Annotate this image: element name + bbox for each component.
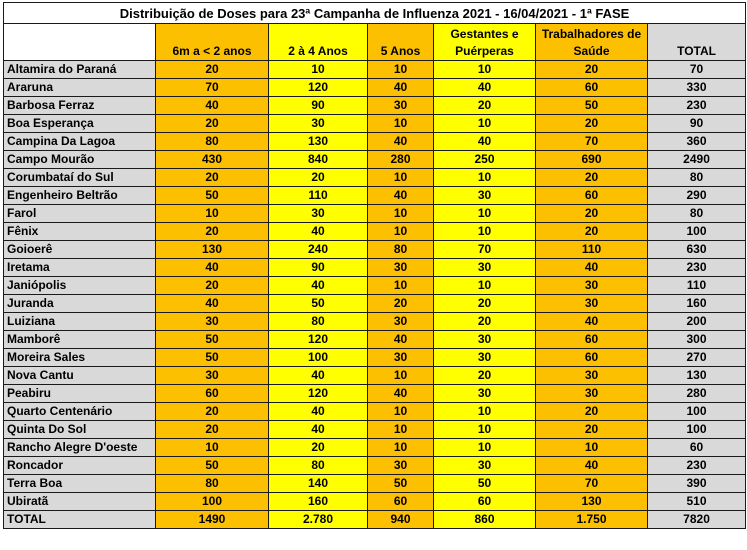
cell-5anos[interactable]: 20 xyxy=(368,295,434,313)
cell-6m-2anos[interactable]: 40 xyxy=(156,97,269,115)
cell-municipio[interactable]: Peabiru xyxy=(4,385,156,403)
cell-6m-2anos[interactable]: 60 xyxy=(156,385,269,403)
cell-trabalhadores[interactable]: 130 xyxy=(536,493,648,511)
table-row xyxy=(4,61,746,79)
table-row xyxy=(4,223,746,241)
cell-6m-2anos[interactable]: 20 xyxy=(156,421,269,439)
cell-5anos[interactable]: 30 xyxy=(368,313,434,331)
cell-total[interactable]: 110 xyxy=(648,277,746,295)
cell-5anos[interactable]: 10 xyxy=(368,421,434,439)
table-row xyxy=(4,367,746,385)
cell-2-4anos[interactable]: 80 xyxy=(269,313,368,331)
table-row xyxy=(4,133,746,151)
cell-gestantes[interactable]: 30 xyxy=(434,457,536,475)
cell-5anos[interactable]: 10 xyxy=(368,277,434,295)
cell-5anos[interactable]: 40 xyxy=(368,79,434,97)
table-row xyxy=(4,421,746,439)
cell-total[interactable]: 70 xyxy=(648,61,746,79)
cell-trabalhadores[interactable]: 20 xyxy=(536,223,648,241)
cell-gestantes[interactable]: 30 xyxy=(434,187,536,205)
cell-municipio[interactable]: Mamborê xyxy=(4,331,156,349)
cell-total[interactable]: 330 xyxy=(648,79,746,97)
table-row xyxy=(4,169,746,187)
table-row xyxy=(4,403,746,421)
header-row xyxy=(4,24,746,61)
cell-2-4anos[interactable]: 90 xyxy=(269,259,368,277)
cell-total[interactable]: 80 xyxy=(648,169,746,187)
header-cell-trabalhadores[interactable]: Trabalhadores de Saúde xyxy=(536,24,648,61)
table-row xyxy=(4,457,746,475)
cell-5anos[interactable]: 30 xyxy=(368,457,434,475)
cell-municipio[interactable]: Boa Esperança xyxy=(4,115,156,133)
doses-table xyxy=(3,2,746,529)
cell-municipio[interactable]: Barbosa Ferraz xyxy=(4,97,156,115)
cell-6m-2anos[interactable]: 20 xyxy=(156,61,269,79)
cell-total[interactable]: 230 xyxy=(648,97,746,115)
cell-5anos[interactable]: 10 xyxy=(368,169,434,187)
cell-trabalhadores[interactable]: 10 xyxy=(536,439,648,457)
table-row xyxy=(4,295,746,313)
cell-2-4anos[interactable]: 30 xyxy=(269,205,368,223)
cell-2-4anos[interactable]: 140 xyxy=(269,475,368,493)
cell-5anos[interactable]: 10 xyxy=(368,115,434,133)
cell-5anos[interactable]: 10 xyxy=(368,205,434,223)
cell-municipio[interactable]: Iretama xyxy=(4,259,156,277)
cell-total[interactable]: 510 xyxy=(648,493,746,511)
cell-trabalhadores[interactable]: 70 xyxy=(536,475,648,493)
cell-2-4anos[interactable]: 50 xyxy=(269,295,368,313)
cell-2-4anos[interactable]: 80 xyxy=(269,457,368,475)
table-row xyxy=(4,313,746,331)
title-row xyxy=(4,3,746,24)
cell-trabalhadores[interactable]: 60 xyxy=(536,349,648,367)
table-row xyxy=(4,439,746,457)
cell-trabalhadores[interactable]: 70 xyxy=(536,133,648,151)
cell-trabalhadores[interactable]: 30 xyxy=(536,277,648,295)
cell-5anos[interactable]: 80 xyxy=(368,241,434,259)
cell-6m-2anos[interactable]: 20 xyxy=(156,115,269,133)
table-row xyxy=(4,475,746,493)
total-cell-6m-2anos[interactable]: 1490 xyxy=(156,511,269,529)
cell-2-4anos[interactable]: 120 xyxy=(269,331,368,349)
cell-trabalhadores[interactable]: 20 xyxy=(536,169,648,187)
cell-municipio[interactable]: Terra Boa xyxy=(4,475,156,493)
cell-municipio[interactable]: Altamira do Paraná xyxy=(4,61,156,79)
cell-6m-2anos[interactable]: 20 xyxy=(156,277,269,295)
header-cell-municipio[interactable] xyxy=(4,24,156,61)
cell-gestantes[interactable]: 250 xyxy=(434,151,536,169)
cell-trabalhadores[interactable]: 60 xyxy=(536,331,648,349)
total-cell-total[interactable]: 7820 xyxy=(648,511,746,529)
cell-2-4anos[interactable]: 30 xyxy=(269,115,368,133)
cell-2-4anos[interactable]: 120 xyxy=(269,79,368,97)
cell-municipio[interactable]: Farol xyxy=(4,205,156,223)
total-cell-2-4anos[interactable]: 2.780 xyxy=(269,511,368,529)
totals-row xyxy=(4,511,746,529)
cell-municipio[interactable]: Ubiratã xyxy=(4,493,156,511)
cell-2-4anos[interactable]: 240 xyxy=(269,241,368,259)
cell-2-4anos[interactable]: 20 xyxy=(269,169,368,187)
cell-municipio[interactable]: Luiziana xyxy=(4,313,156,331)
cell-trabalhadores[interactable]: 20 xyxy=(536,115,648,133)
cell-5anos[interactable]: 10 xyxy=(368,403,434,421)
table-row xyxy=(4,349,746,367)
total-cell-trabalhadores[interactable]: 1.750 xyxy=(536,511,648,529)
total-cell-municipio[interactable]: TOTAL xyxy=(4,511,156,529)
cell-municipio[interactable]: Rancho Alegre D'oeste xyxy=(4,439,156,457)
cell-gestantes[interactable]: 20 xyxy=(434,367,536,385)
cell-gestantes[interactable]: 30 xyxy=(434,349,536,367)
cell-gestantes[interactable]: 10 xyxy=(434,205,536,223)
cell-total[interactable]: 80 xyxy=(648,205,746,223)
cell-municipio[interactable]: Moreira Sales xyxy=(4,349,156,367)
cell-6m-2anos[interactable]: 130 xyxy=(156,241,269,259)
cell-trabalhadores[interactable]: 110 xyxy=(536,241,648,259)
total-cell-5anos[interactable]: 940 xyxy=(368,511,434,529)
cell-trabalhadores[interactable]: 40 xyxy=(536,457,648,475)
cell-6m-2anos[interactable]: 20 xyxy=(156,223,269,241)
cell-2-4anos[interactable]: 40 xyxy=(269,403,368,421)
cell-municipio[interactable]: Araruna xyxy=(4,79,156,97)
cell-total[interactable]: 90 xyxy=(648,115,746,133)
cell-5anos[interactable]: 10 xyxy=(368,439,434,457)
cell-gestantes[interactable]: 30 xyxy=(434,259,536,277)
cell-total[interactable]: 100 xyxy=(648,421,746,439)
cell-5anos[interactable]: 60 xyxy=(368,493,434,511)
cell-gestantes[interactable]: 70 xyxy=(434,241,536,259)
cell-6m-2anos[interactable]: 80 xyxy=(156,475,269,493)
cell-gestantes[interactable]: 10 xyxy=(434,223,536,241)
cell-6m-2anos[interactable]: 50 xyxy=(156,331,269,349)
cell-5anos[interactable]: 10 xyxy=(368,61,434,79)
cell-6m-2anos[interactable]: 50 xyxy=(156,457,269,475)
cell-municipio[interactable]: Roncador xyxy=(4,457,156,475)
total-cell-gestantes[interactable]: 860 xyxy=(434,511,536,529)
cell-gestantes[interactable]: 40 xyxy=(434,133,536,151)
cell-total[interactable]: 390 xyxy=(648,475,746,493)
cell-gestantes[interactable]: 20 xyxy=(434,97,536,115)
table-row xyxy=(4,97,746,115)
cell-6m-2anos[interactable]: 430 xyxy=(156,151,269,169)
cell-6m-2anos[interactable]: 50 xyxy=(156,187,269,205)
cell-6m-2anos[interactable]: 100 xyxy=(156,493,269,511)
table-row xyxy=(4,187,746,205)
cell-2-4anos[interactable]: 20 xyxy=(269,439,368,457)
cell-gestantes[interactable]: 10 xyxy=(434,61,536,79)
cell-municipio[interactable]: Quarto Centenário xyxy=(4,403,156,421)
cell-2-4anos[interactable]: 100 xyxy=(269,349,368,367)
cell-total[interactable]: 300 xyxy=(648,331,746,349)
cell-2-4anos[interactable]: 120 xyxy=(269,385,368,403)
cell-municipio[interactable]: Goioerê xyxy=(4,241,156,259)
cell-trabalhadores[interactable]: 30 xyxy=(536,385,648,403)
cell-2-4anos[interactable]: 40 xyxy=(269,223,368,241)
cell-gestantes[interactable]: 10 xyxy=(434,277,536,295)
cell-2-4anos[interactable]: 10 xyxy=(269,61,368,79)
cell-trabalhadores[interactable]: 20 xyxy=(536,205,648,223)
cell-6m-2anos[interactable]: 40 xyxy=(156,259,269,277)
cell-gestantes[interactable]: 10 xyxy=(434,169,536,187)
cell-trabalhadores[interactable]: 30 xyxy=(536,295,648,313)
cell-municipio[interactable]: Juranda xyxy=(4,295,156,313)
cell-gestantes[interactable]: 30 xyxy=(434,385,536,403)
cell-6m-2anos[interactable]: 50 xyxy=(156,349,269,367)
cell-6m-2anos[interactable]: 20 xyxy=(156,403,269,421)
cell-gestantes[interactable]: 10 xyxy=(434,403,536,421)
cell-5anos[interactable]: 40 xyxy=(368,331,434,349)
table-row xyxy=(4,259,746,277)
cell-trabalhadores[interactable]: 60 xyxy=(536,187,648,205)
cell-trabalhadores[interactable]: 690 xyxy=(536,151,648,169)
cell-total[interactable]: 100 xyxy=(648,223,746,241)
table-row xyxy=(4,205,746,223)
cell-trabalhadores[interactable]: 20 xyxy=(536,421,648,439)
header-cell-5anos[interactable]: 5 Anos xyxy=(368,24,434,61)
cell-total[interactable]: 230 xyxy=(648,259,746,277)
cell-gestantes[interactable]: 20 xyxy=(434,313,536,331)
table-row xyxy=(4,385,746,403)
cell-5anos[interactable]: 10 xyxy=(368,223,434,241)
cell-total[interactable]: 2490 xyxy=(648,151,746,169)
cell-total[interactable]: 130 xyxy=(648,367,746,385)
cell-gestantes[interactable]: 10 xyxy=(434,421,536,439)
cell-trabalhadores[interactable]: 40 xyxy=(536,259,648,277)
cell-trabalhadores[interactable]: 30 xyxy=(536,367,648,385)
cell-gestantes[interactable]: 60 xyxy=(434,493,536,511)
cell-gestantes[interactable]: 40 xyxy=(434,79,536,97)
cell-municipio[interactable]: Engenheiro Beltrão xyxy=(4,187,156,205)
table-title[interactable]: Distribuição de Doses para 23ª Campanha de Influenza 2021 - 16/04/2021 - 1ª FASE xyxy=(4,3,746,24)
cell-gestantes[interactable]: 10 xyxy=(434,115,536,133)
cell-municipio[interactable]: Corumbataí do Sul xyxy=(4,169,156,187)
cell-2-4anos[interactable]: 40 xyxy=(269,421,368,439)
cell-2-4anos[interactable]: 40 xyxy=(269,367,368,385)
table-row xyxy=(4,241,746,259)
cell-6m-2anos[interactable]: 10 xyxy=(156,205,269,223)
cell-trabalhadores[interactable]: 20 xyxy=(536,61,648,79)
cell-total[interactable]: 60 xyxy=(648,439,746,457)
cell-total[interactable]: 630 xyxy=(648,241,746,259)
cell-5anos[interactable]: 50 xyxy=(368,475,434,493)
cell-municipio[interactable]: Quinta Do Sol xyxy=(4,421,156,439)
cell-total[interactable]: 100 xyxy=(648,403,746,421)
cell-2-4anos[interactable]: 90 xyxy=(269,97,368,115)
cell-gestantes[interactable]: 30 xyxy=(434,331,536,349)
cell-2-4anos[interactable]: 110 xyxy=(269,187,368,205)
table-row xyxy=(4,493,746,511)
cell-2-4anos[interactable]: 130 xyxy=(269,133,368,151)
cell-municipio[interactable]: Nova Cantu xyxy=(4,367,156,385)
cell-total[interactable]: 200 xyxy=(648,313,746,331)
cell-total[interactable]: 270 xyxy=(648,349,746,367)
table-row xyxy=(4,151,746,169)
header-cell-2-4anos[interactable]: 2 à 4 Anos xyxy=(269,24,368,61)
cell-5anos[interactable]: 40 xyxy=(368,187,434,205)
spreadsheet xyxy=(3,2,745,529)
cell-total[interactable]: 160 xyxy=(648,295,746,313)
cell-5anos[interactable]: 40 xyxy=(368,133,434,151)
cell-trabalhadores[interactable]: 60 xyxy=(536,79,648,97)
cell-2-4anos[interactable]: 840 xyxy=(269,151,368,169)
cell-6m-2anos[interactable]: 30 xyxy=(156,313,269,331)
cell-2-4anos[interactable]: 40 xyxy=(269,277,368,295)
cell-5anos[interactable]: 30 xyxy=(368,349,434,367)
header-cell-total[interactable]: TOTAL xyxy=(648,24,746,61)
cell-trabalhadores[interactable]: 50 xyxy=(536,97,648,115)
table-row xyxy=(4,277,746,295)
cell-total[interactable]: 360 xyxy=(648,133,746,151)
cell-total[interactable]: 290 xyxy=(648,187,746,205)
table-row xyxy=(4,79,746,97)
table-row xyxy=(4,115,746,133)
cell-6m-2anos[interactable]: 70 xyxy=(156,79,269,97)
cell-total[interactable]: 280 xyxy=(648,385,746,403)
cell-5anos[interactable]: 30 xyxy=(368,259,434,277)
cell-6m-2anos[interactable]: 80 xyxy=(156,133,269,151)
cell-gestantes[interactable]: 10 xyxy=(434,439,536,457)
cell-5anos[interactable]: 40 xyxy=(368,385,434,403)
cell-6m-2anos[interactable]: 20 xyxy=(156,169,269,187)
cell-trabalhadores[interactable]: 20 xyxy=(536,403,648,421)
cell-gestantes[interactable]: 20 xyxy=(434,295,536,313)
cell-5anos[interactable]: 10 xyxy=(368,367,434,385)
cell-trabalhadores[interactable]: 40 xyxy=(536,313,648,331)
table-row xyxy=(4,331,746,349)
cell-gestantes[interactable]: 50 xyxy=(434,475,536,493)
cell-2-4anos[interactable]: 160 xyxy=(269,493,368,511)
cell-6m-2anos[interactable]: 10 xyxy=(156,439,269,457)
cell-5anos[interactable]: 30 xyxy=(368,97,434,115)
cell-total[interactable]: 230 xyxy=(648,457,746,475)
cell-municipio[interactable]: Campina Da Lagoa xyxy=(4,133,156,151)
cell-5anos[interactable]: 280 xyxy=(368,151,434,169)
cell-municipio[interactable]: Janiópolis xyxy=(4,277,156,295)
cell-6m-2anos[interactable]: 40 xyxy=(156,295,269,313)
header-cell-gestantes[interactable]: Gestantes e Puérperas xyxy=(434,24,536,61)
cell-municipio[interactable]: Campo Mourão xyxy=(4,151,156,169)
header-cell-6m-2anos[interactable]: 6m a < 2 anos xyxy=(156,24,269,61)
cell-6m-2anos[interactable]: 30 xyxy=(156,367,269,385)
cell-municipio[interactable]: Fênix xyxy=(4,223,156,241)
